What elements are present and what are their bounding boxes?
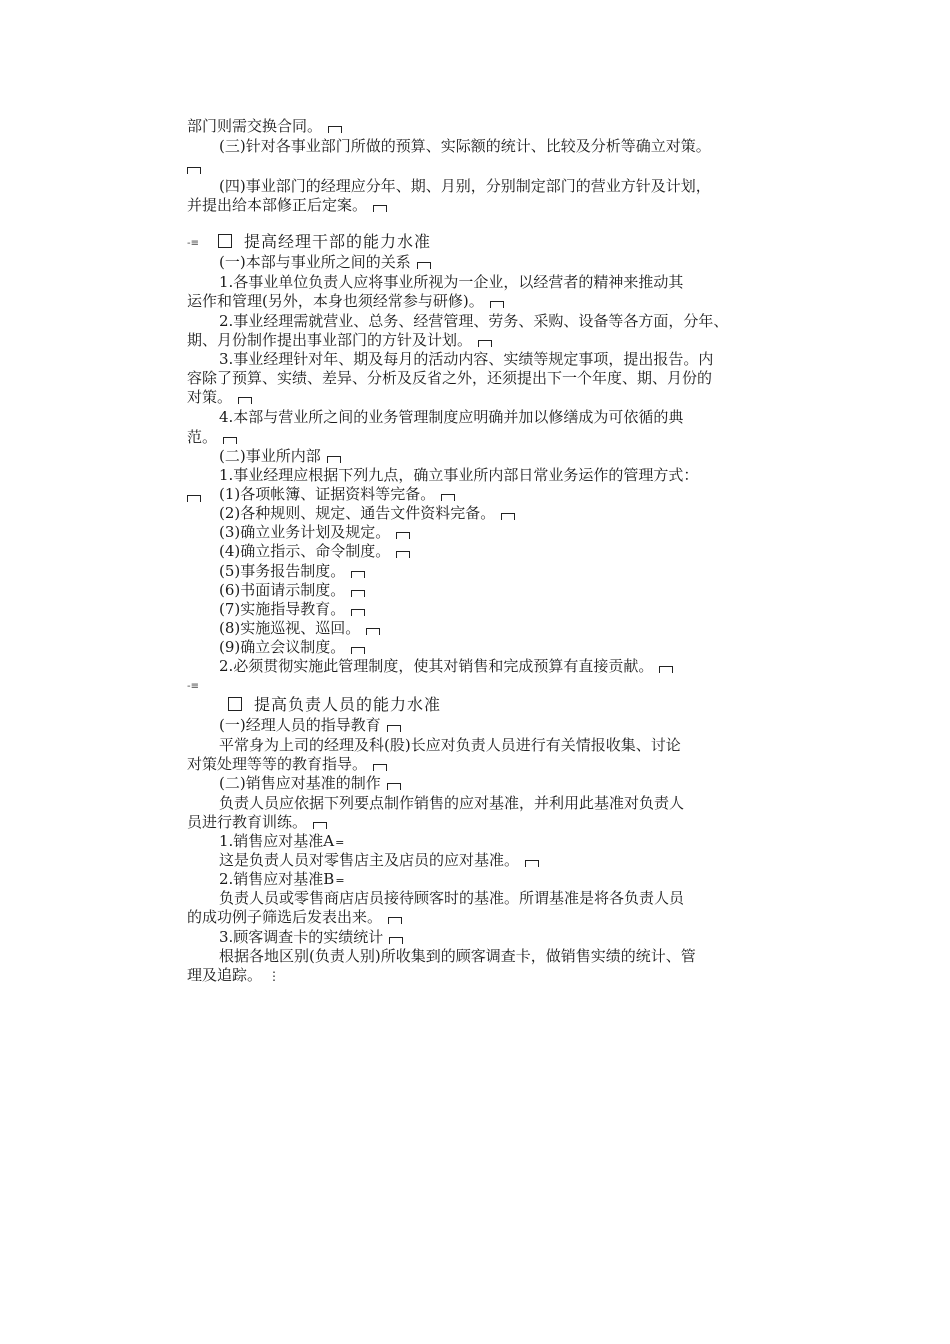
text-line: 范。 xyxy=(187,428,237,446)
list-item: (4)确立指示、命令制度。 xyxy=(219,542,410,560)
list-item: (7)实施指导教育。 xyxy=(219,600,365,618)
text-line: (二)事业所内部 xyxy=(219,447,341,465)
return-mark-icon xyxy=(327,456,341,463)
return-mark-icon xyxy=(313,822,327,829)
text-line: 这是负责人员对零售店主及店员的应对基准。 xyxy=(219,851,539,869)
text-line: 运作和管理(另外，本身也须经常参与研修)。 xyxy=(187,292,504,310)
return-mark-icon xyxy=(396,551,410,558)
text-line: 1.事业经理应根据下列九点，确立事业所内部日常业务运作的管理方式： xyxy=(219,466,699,484)
text-line: 对策。 xyxy=(187,388,252,406)
list-item: (1)各项帐簿、证据资料等完备。 xyxy=(219,485,455,503)
list-item: (5)事务报告制度。 xyxy=(219,562,365,580)
return-mark-icon xyxy=(417,262,431,269)
return-mark-icon xyxy=(223,437,237,444)
text-line: 的成功例子筛选后发表出来。 xyxy=(187,908,402,926)
text-line: 员进行教育训练。 xyxy=(187,813,327,831)
text-line: 2.销售应对基准B= xyxy=(219,870,345,888)
list-item: (8)实施巡视、巡回。 xyxy=(219,619,380,637)
text-line: 1.各事业单位负责人应将事业所视为一企业，以经营者的精神来推动其 xyxy=(219,273,684,291)
return-mark-icon xyxy=(490,301,504,308)
section-heading: 提高经理干部的能力水准 xyxy=(218,233,431,251)
text-line: (一)经理人员的指导教育 xyxy=(219,716,401,734)
text-line: (二)销售应对基准的制作 xyxy=(219,774,401,792)
text-line: (三)针对各事业部门所做的预算、实际额的统计、比较及分析等确立对策。 xyxy=(219,137,711,155)
list-item: (3)确立业务计划及规定。 xyxy=(219,523,410,541)
return-mark-icon xyxy=(525,860,539,867)
return-mark-icon xyxy=(351,590,365,597)
text-line: 根据各地区别(负责人别)所收集到的顾客调查卡，做销售实绩的统计、管 xyxy=(219,947,696,965)
return-mark-icon xyxy=(396,532,410,539)
text-line: 1.销售应对基准A= xyxy=(219,832,345,850)
return-mark-icon xyxy=(387,725,401,732)
return-mark-icon xyxy=(187,495,201,502)
list-item: (9)确立会议制度。 xyxy=(219,638,365,656)
text-line: 负责人员应依据下列要点制作销售的应对基准，并利用此基准对负责人 xyxy=(219,794,685,812)
text-line: 3.事业经理针对年、期及每月的活动内容、实绩等规定事项，提出报告。内 xyxy=(219,350,714,368)
text-line: (四)事业部门的经理应分年、期、月别，分别制定部门的营业方针及计划， xyxy=(219,177,711,195)
return-mark-icon xyxy=(388,917,402,924)
return-mark-icon xyxy=(351,571,365,578)
return-mark-icon xyxy=(351,647,365,654)
text-line: 容除了预算、实绩、差异、分析及反省之外，还须提出下一个年度、期、月份的 xyxy=(187,369,713,387)
return-mark-icon xyxy=(501,513,515,520)
list-item: (2)各种规则、规定、通告文件资料完备。 xyxy=(219,504,515,522)
checkbox-icon xyxy=(228,697,242,711)
checkbox-icon xyxy=(218,234,232,248)
text-line: 2.必须贯彻实施此管理制度，使其对销售和完成预算有直接贡献。 xyxy=(219,657,673,675)
text-line: 负责人员或零售商店店员接待顾客时的基准。所谓基准是将各负责人员 xyxy=(219,889,685,907)
return-mark-icon xyxy=(387,783,401,790)
text-line: (一)本部与事业所之间的关系 xyxy=(219,253,431,271)
text-line: 2.事业经理需就营业、总务、经营管理、劳务、采购、设备等各方面，分年、 xyxy=(219,312,729,330)
return-mark-icon xyxy=(328,126,342,133)
return-mark-icon xyxy=(389,937,403,944)
list-bullet-icon: -≡ xyxy=(187,681,199,692)
return-mark-icon xyxy=(351,609,365,616)
return-mark-icon xyxy=(373,764,387,771)
text-line: 4.本部与营业所之间的业务管理制度应明确并加以修缮成为可依循的典 xyxy=(219,408,684,426)
text-line xyxy=(187,486,201,504)
return-mark-icon xyxy=(373,205,387,212)
return-mark-icon xyxy=(478,340,492,347)
text-line xyxy=(187,158,201,176)
list-item: (6)书面请示制度。 xyxy=(219,581,365,599)
return-mark-icon xyxy=(238,397,252,404)
return-mark-icon xyxy=(441,494,455,501)
text-line: 并提出给本部修正后定案。 xyxy=(187,196,387,214)
list-bullet-icon: -≡ xyxy=(187,238,199,249)
return-mark-icon xyxy=(366,628,380,635)
text-line: 对策处理等等的教育指导。 xyxy=(187,755,387,773)
text-line: 期、月份制作提出事业部门的方针及计划。 xyxy=(187,331,492,349)
text-line: 部门则需交换合同。 xyxy=(187,117,342,135)
text-line: 理及追踪。 ⋮ xyxy=(187,966,281,984)
text-line: 平常身为上司的经理及科(股)长应对负责人员进行有关情报收集、讨论 xyxy=(219,736,681,754)
section-heading: 提高负责人员的能力水准 xyxy=(228,696,441,714)
return-mark-icon xyxy=(187,167,201,174)
return-mark-icon xyxy=(659,666,673,673)
text-line: 3.顾客调查卡的实绩统计 xyxy=(219,928,403,946)
